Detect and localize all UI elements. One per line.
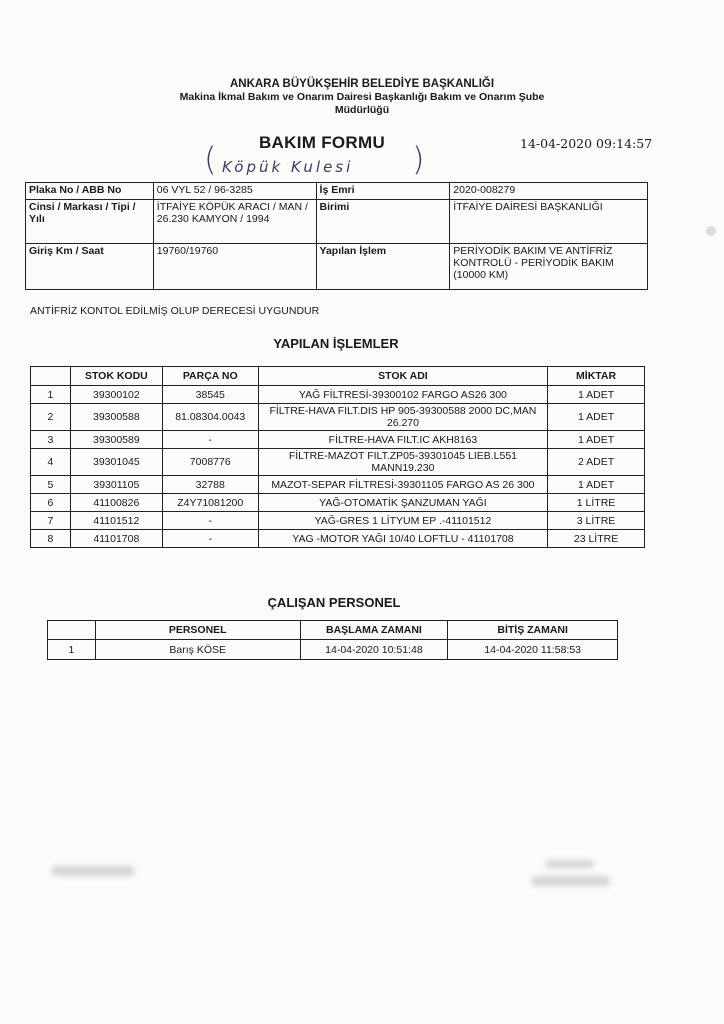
quantity: 1 ADET: [548, 476, 645, 494]
binder-hole: [706, 226, 716, 236]
operation-label: Yapılan İşlem: [316, 244, 450, 290]
work-order-value: 2020-008279: [450, 183, 648, 200]
staff-title: ÇALIŞAN PERSONEL: [267, 595, 401, 610]
part-no: 7008776: [162, 449, 258, 476]
work-order-label: İş Emri: [316, 183, 450, 200]
stock-name: MAZOT-SEPAR FİLTRESİ-39301105 FARGO AS 26 300: [258, 476, 547, 494]
quantity: 1 ADET: [548, 431, 645, 449]
plate-label: Plaka No / ABB No: [26, 183, 154, 200]
row-index: 8: [31, 530, 71, 548]
stock-code: 39301105: [70, 476, 162, 494]
end-time: 14-04-2020 11:58:53: [448, 640, 618, 660]
row-index: 4: [31, 449, 71, 476]
type-label: Cinsi / Markası / Tipi / Yılı: [26, 200, 154, 244]
row-index: 1: [31, 386, 71, 404]
row-index: 7: [31, 512, 71, 530]
stock-code: 39300588: [70, 404, 162, 431]
stock-name: YAG -MOTOR YAĞI 10/40 LOFTLU - 41101708: [258, 530, 547, 548]
stock-name: FİLTRE-HAVA FILT.DIS HP 905-39300588 2000 DC,MAN 26.270: [258, 404, 547, 431]
vehicle-info-table: [25, 182, 648, 290]
table-row: [31, 530, 645, 548]
ops-header-index: [31, 367, 71, 386]
entry-km-label: Giriş Km / Saat: [26, 244, 154, 290]
quantity: 1 ADET: [548, 386, 645, 404]
stock-name: YAĞ-GRES 1 LİTYUM EP .-41101512: [258, 512, 547, 530]
entry-km-value: 19760/19760: [153, 244, 316, 290]
start-time: 14-04-2020 10:51:48: [300, 640, 448, 660]
unit-value: İTFAİYE DAİRESİ BAŞKANLIĞI: [450, 200, 648, 244]
type-value: İTFAİYE KÖPÜK ARACI / MAN / 26.230 KAMYON / 1994: [153, 200, 316, 244]
stock-code: 41100826: [70, 494, 162, 512]
antifreeze-note: ANTİFRİZ KONTOL EDİLMİŞ OLUP DERECESİ UYGUNDUR: [30, 305, 320, 317]
form-title: BAKIM FORMU: [258, 133, 386, 152]
table-row: [31, 386, 645, 404]
table-row: [31, 512, 645, 530]
table-row: [31, 404, 645, 431]
handwritten-close-paren: ): [412, 140, 425, 178]
staff-header-personnel: PERSONEL: [95, 621, 300, 640]
stock-code: 39300102: [70, 386, 162, 404]
table-row: [31, 449, 645, 476]
part-no: -: [162, 512, 258, 530]
quantity: 2 ADET: [548, 449, 645, 476]
personnel-name: Barış KÖSE: [95, 640, 300, 660]
redacted-signature-right-1: [546, 860, 594, 868]
redacted-signature-left: [52, 866, 134, 876]
part-no: 81.08304.0043: [162, 404, 258, 431]
redacted-signature-right-2: [532, 876, 610, 886]
part-no: -: [162, 530, 258, 548]
table-row: [31, 494, 645, 512]
quantity: 1 ADET: [548, 404, 645, 431]
unit-label: Birimi: [316, 200, 450, 244]
ops-header-part-no: PARÇA NO: [162, 367, 258, 386]
staff-header-start-time: BAŞLAMA ZAMANI: [300, 621, 448, 640]
organization-name: ANKARA BÜYÜKŞEHİR BELEDİYE BAŞKANLIĞI: [229, 78, 495, 90]
quantity: 23 LİTRE: [548, 530, 645, 548]
part-no: 38545: [162, 386, 258, 404]
table-row: [31, 431, 645, 449]
staff-header-end-time: BİTİŞ ZAMANI: [448, 621, 618, 640]
row-index: 6: [31, 494, 71, 512]
stock-name: FİLTRE-MAZOT FILT.ZP05-39301045 LIEB.L551 MANN19.230: [258, 449, 547, 476]
operations-title: YAPILAN İŞLEMLER: [273, 336, 399, 351]
row-index: 2: [31, 404, 71, 431]
row-index: 3: [31, 431, 71, 449]
table-row: [31, 476, 645, 494]
staff-header-index: [48, 621, 96, 640]
operation-value: PERİYODİK BAKIM VE ANTİFRİZ KONTROLÜ - PERİYODİK BAKIM (10000 KM): [450, 244, 648, 290]
stock-name: YAĞ-OTOMATİK ŞANZUMAN YAĞI: [258, 494, 547, 512]
part-no: -: [162, 431, 258, 449]
ops-header-stock-name: STOK ADI: [258, 367, 547, 386]
stock-code: 41101512: [70, 512, 162, 530]
row-index: 5: [31, 476, 71, 494]
stock-code: 39301045: [70, 449, 162, 476]
part-no: Z4Y71081200: [162, 494, 258, 512]
quantity: 3 LİTRE: [548, 512, 645, 530]
stock-code: 41101708: [70, 530, 162, 548]
stock-name: YAĞ FİLTRESİ-39300102 FARGO AS26 300: [258, 386, 547, 404]
ops-header-stock-code: STOK KODU: [70, 367, 162, 386]
row-index: 1: [48, 640, 96, 660]
stock-code: 39300589: [70, 431, 162, 449]
document-header: [0, 78, 724, 117]
handwritten-note: Köpük Kulesi: [222, 158, 354, 176]
ops-header-quantity: MİKTAR: [548, 367, 645, 386]
form-datetime: 14-04-2020 09:14:57: [520, 136, 653, 151]
table-row: [48, 640, 618, 660]
quantity: 1 LİTRE: [548, 494, 645, 512]
operations-table: [30, 366, 645, 548]
department-line-1: Makina İkmal Bakım ve Onarım Dairesi Başkanlığı Bakım ve Onarım Şube: [179, 91, 545, 103]
staff-table: [47, 620, 618, 660]
plate-value: 06 VYL 52 / 96-3285: [153, 183, 316, 200]
department-line-2: Müdürlüğü: [334, 104, 390, 116]
stock-name: FİLTRE-HAVA FILT.IC AKH8163: [258, 431, 547, 449]
handwritten-open-paren: (: [204, 140, 217, 178]
part-no: 32788: [162, 476, 258, 494]
